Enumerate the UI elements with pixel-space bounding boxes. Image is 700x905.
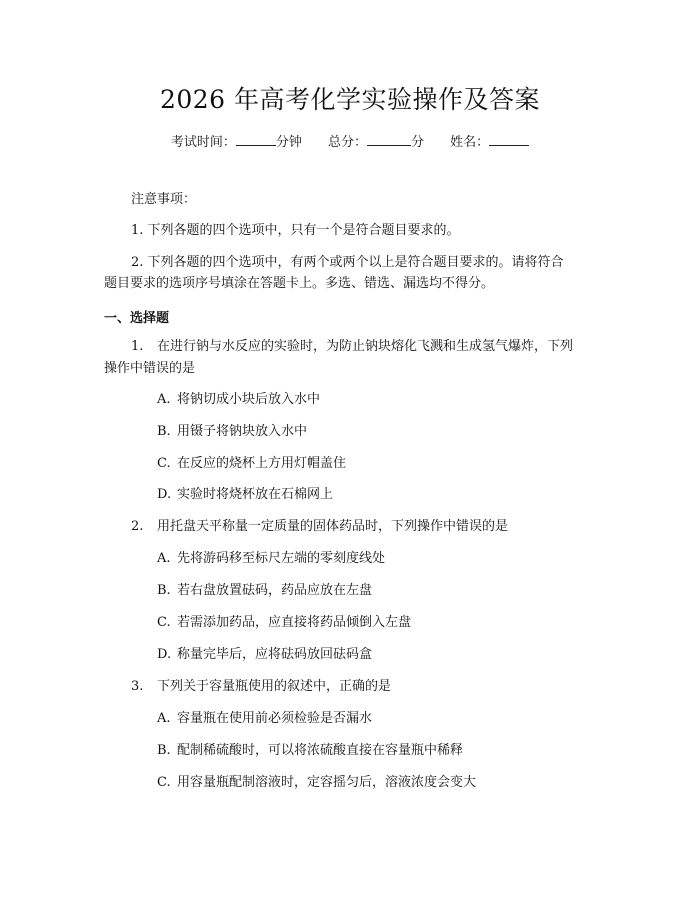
time-label: 考试时间： [170,135,236,150]
option-2b [157,582,372,600]
notice-item-2-line-2: 题目要求的选项序号填涂在答题卡上。多选、错选、漏选均不得分。 [104,276,495,291]
option-text: 在反应的烧杯上方用灯帽盖住 [177,456,347,471]
question-1-line-2: 操作中错误的是 [104,361,196,376]
name-blank [489,132,529,146]
notice-heading: 注意事项： [131,192,197,207]
question-text: 在进行钠与水反应的实验时，为防止钠块熔化飞溅和生成氢气爆炸，下列 [157,339,574,354]
question-2 [131,518,508,536]
option-text: 称量完毕后，应将砝码放回砝码盒 [177,647,373,662]
option-1c [157,455,346,473]
option-letter: C. [157,615,171,630]
score-unit: 分 [411,135,425,150]
score-blank [367,132,411,146]
option-1b [157,423,307,441]
question-3 [131,678,391,696]
option-text: 先将游码移至标尺左端的零刻度线处 [177,551,386,566]
option-1a [157,391,320,409]
question-number: 2. [131,519,144,534]
option-letter: A. [157,711,171,726]
question-number: 3. [131,679,144,694]
option-letter: A. [157,551,171,566]
exam-score [328,132,424,152]
question-number: 1. [131,339,144,354]
notice-item-2-line-1: 2. 下列各题的四个选项中，有两个或两个以上是符合题目要求的。请将符合 [131,255,564,270]
option-letter: B. [157,583,171,598]
option-1d [157,486,333,504]
option-2a [157,550,385,568]
option-3a [157,710,372,728]
option-text: 将钠切成小块后放入水中 [177,392,321,407]
option-text: 若需添加药品，应直接将药品倾倒入左盘 [177,615,412,630]
question-text: 下列关于容量瓶使用的叙述中，正确的是 [157,679,392,694]
time-unit: 分钟 [275,135,302,150]
time-blank [236,132,276,146]
option-letter: C. [157,775,171,790]
option-letter: D. [157,487,172,502]
exam-name [450,132,529,152]
option-letter: C. [157,456,171,471]
option-letter: B. [157,743,171,758]
option-text: 配制稀硫酸时，可以将浓硫酸直接在容量瓶中稀释 [177,743,464,758]
option-letter: A. [157,392,171,407]
exam-time [171,132,302,152]
option-2c [157,614,411,632]
option-letter: D. [157,647,172,662]
notice-item-1: 1. 下列各题的四个选项中，只有一个是符合题目要求的。 [131,223,460,238]
option-3b [157,742,463,760]
score-label: 总分： [327,135,367,150]
option-2d [157,646,372,664]
option-text: 若右盘放置砝码，药品应放在左盘 [177,583,373,598]
option-text: 用镊子将钠块放入水中 [177,424,308,439]
question-1 [131,338,573,356]
option-text: 实验时将烧杯放在石棉网上 [177,487,334,502]
option-text: 容量瓶在使用前必须检验是否漏水 [177,711,373,726]
question-text: 用托盘天平称量一定质量的固体药品时，下列操作中错误的是 [157,519,509,534]
option-3c [157,774,476,792]
page-title: 2026 年高考化学实验操作及答案 [159,85,541,114]
option-text: 用容量瓶配制溶液时，定容摇匀后，溶液浓度会变大 [177,775,477,790]
exam-meta [0,132,700,152]
name-label: 姓名： [450,135,490,150]
option-letter: B. [157,424,171,439]
section-heading: 一、选择题 [104,311,170,326]
